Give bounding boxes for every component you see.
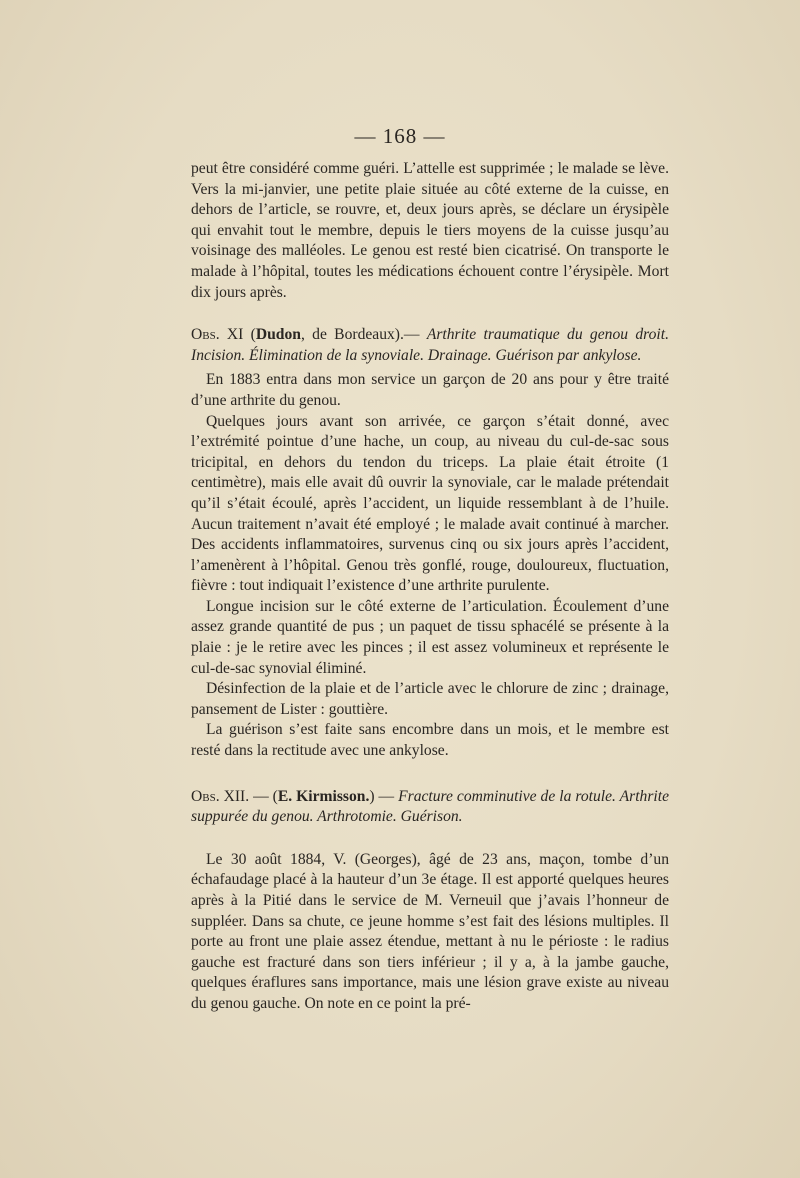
observation-11-paragraph: En 1883 entra dans mon service un garçon de 20 ans pour y être traité d’une arthrite du genou. [191, 371, 669, 409]
observation-12-dash: — ( [249, 787, 278, 805]
observation-11-heading [191, 325, 669, 366]
body-text [191, 159, 669, 1015]
observation-11-label: Obs. XI [191, 326, 244, 344]
observation-12-heading [191, 787, 669, 828]
observation-12-author: E. Kirmisson. [277, 787, 370, 805]
paragraph-continuation: peut être considéré comme guéri. L’attelle est supprimée ; le malade se lève. Vers la mi-janvier, une petite plaie située au côté externe de la cuisse, en dehors de l’article, se rouvre, et, deux jours après, se déclare un érysipèle qui envahit tout le membre, depuis le tiers moyens de la cuisse jusqu’au voisinage des malléoles. Le genou est resté bien cicatrisé. On transporte le malade à l’hôpital, toutes les médications échouent contre l’érysipèle. Mort dix jours après. [191, 160, 669, 301]
observation-11-paragraph: Quelques jours avant son arrivée, ce garçon s’était donné, avec l’extrémité pointue d’une hache, un coup, au niveau du cul-de-sac sous tricipital, en dehors du tendon du triceps. La plaie était étroite (1 centimètre), mais elle avait dû ouvrir la synoviale, car le malade prétendait qu’il s’était écoulé, après l’accident, un liquide ressemblant à de l’huile. Aucun traitement n’avait été employé ; le malade avait continué à marcher. Des accidents inflammatoires, survenus cinq ou six jours après l’accident, l’amenèrent à l’hôpital. Genou très gonflé, rouge, douloureux, fluctuation, fièvre : tout indiquait l’existence d’une arthrite purulente. [191, 412, 669, 595]
observation-12-label: Obs. XII. [191, 787, 250, 805]
observation-11-paragraph: Longue incision sur le côté externe de l’articulation. Écoulement d’une assez grande quantité de pus ; un paquet de tissu sphacélé se présente à la plaie : je le retire avec les pinces ; il est assez volumineux et représente le cul-de-sac synovial éliminé. [191, 597, 669, 677]
observation-11-title: Arthrite traumatique du genou droit. Incision. Élimination de la synoviale. Drainage. Guérison par ankylose. [191, 326, 669, 364]
observation-11-paragraph: Désinfection de la plaie et de l’article avec le chlorure de zinc ; drainage, pansement de Lister : gouttière. [191, 680, 669, 718]
page-number: — 168 — [354, 124, 446, 148]
observation-11-open-paren: ( [243, 326, 256, 344]
observation-11-author: Dudon [255, 326, 301, 344]
observation-12-title: Fracture comminutive de la rotule. Arthrite suppurée du genou. Arthrotomie. Guérison. [191, 787, 669, 826]
observation-11-place: , de Bordeaux).— [300, 326, 427, 344]
observation-12-paragraph: Le 30 août 1884, V. (Georges), âgé de 23 ans, maçon, tombe d’un échafaudage placé à la hauteur d’un 3e étage. Il est apporté quelques heures après à la Pitié dans le service de M. Verneuil que j’avais l’honneur de suppléer. Dans sa chute, ce jeune homme s’est fait des lésions multiples. Il porte au front une plaie assez étendue, mettant à nu le périoste : le radius gauche est fracturé dans son tiers inférieur ; il y a, à la jambe gauche, quelques éraflures sans importance, mais une lésion grave existe au niveau du genou gauche. On note en ce point la pré- [191, 850, 669, 1012]
observation-12-close: ) — [369, 787, 399, 805]
observation-11-paragraph: La guérison s’est faite sans encombre dans un mois, et le membre est resté dans la rectitude avec une ankylose. [191, 721, 669, 760]
